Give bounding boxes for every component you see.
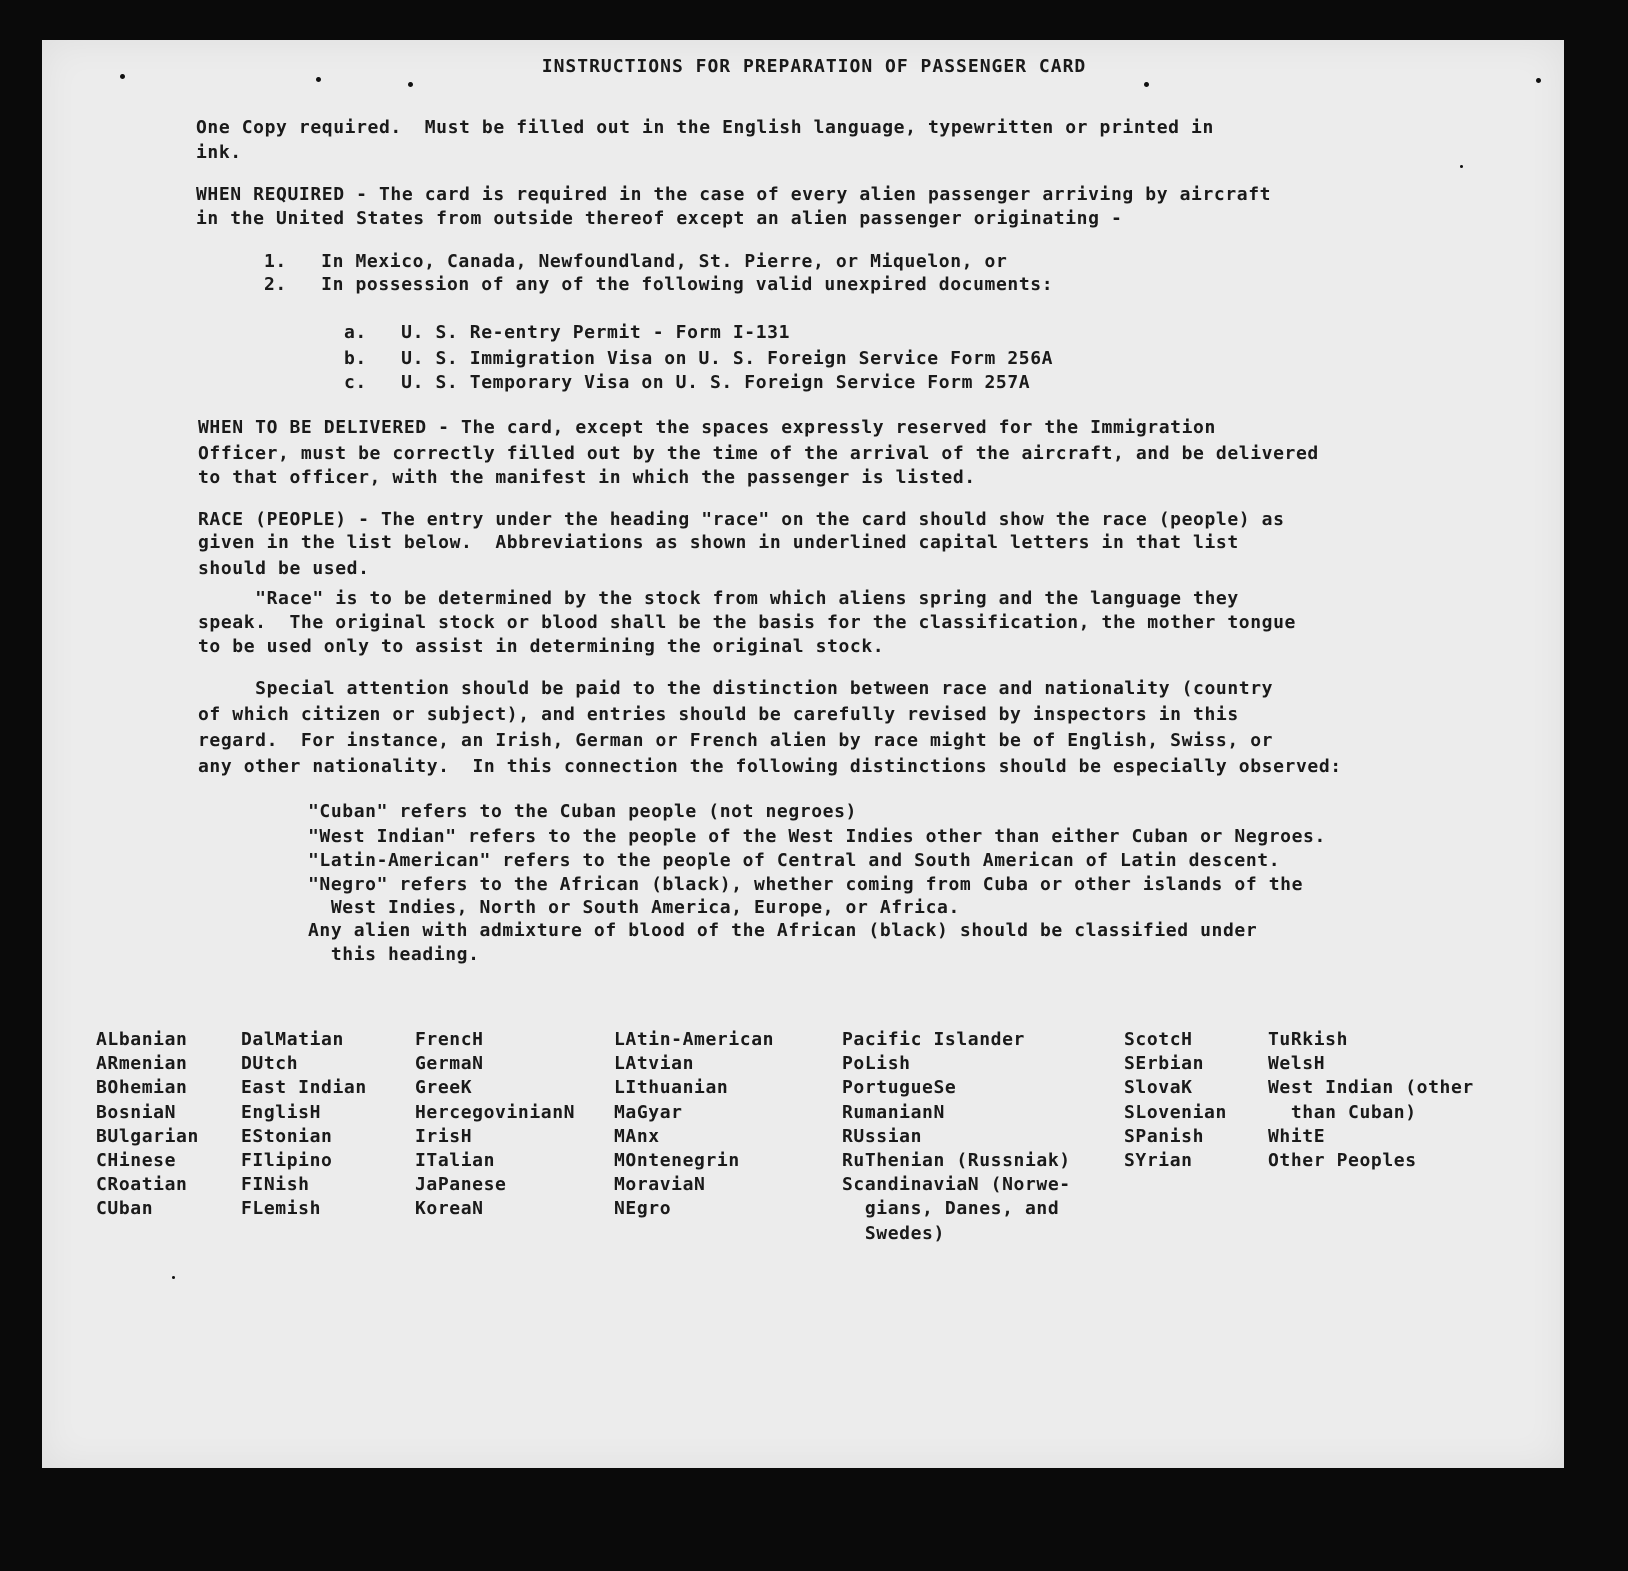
race-entry: BOhemian xyxy=(96,1077,188,1099)
race-people-line: given in the list below. Abbreviations as shown in underlined capital letters in that list xyxy=(198,532,1239,553)
race-entry: LIthuanian xyxy=(614,1077,729,1099)
race-entry: KoreaN xyxy=(415,1198,484,1220)
race-entry: FrencH xyxy=(415,1029,484,1050)
race-entry: FLemish xyxy=(241,1198,322,1220)
document-item: b. U. S. Immigration Visa on U. S. Foreign Service Form 256A xyxy=(344,348,1054,369)
special-attention-line: of which citizen or subject), and entries should be carefully revised by inspectors in this xyxy=(198,704,1239,725)
race-entry: WhitE xyxy=(1268,1125,1326,1147)
race-people-line: should be used. xyxy=(198,558,370,579)
race-entry: EStonian xyxy=(241,1125,333,1147)
special-attention-line: any other nationality. In this connection the following distinctions should be especially observed: xyxy=(198,756,1342,777)
race-entry: MaGyar xyxy=(614,1101,683,1123)
race-defined-line: "Race" is to be determined by the stock from which aliens spring and the language they xyxy=(198,588,1239,609)
race-list-column xyxy=(1268,1028,1474,1173)
race-entry: BUlgarian xyxy=(96,1125,199,1147)
race-entry: ARmenian xyxy=(96,1053,188,1075)
speck-mark xyxy=(1144,82,1149,87)
document-item: a. U. S. Re-entry Permit - Form I-131 xyxy=(344,322,791,343)
race-entry: SPanish xyxy=(1124,1125,1205,1147)
race-entry: ScandinaviaN (Norwe- xyxy=(842,1174,1071,1196)
race-entry: SLovenian xyxy=(1124,1101,1227,1123)
distinction-line: "West Indian" refers to the people of the West Indies other than either Cuban or Negroes. xyxy=(308,826,1326,847)
race-entry: GermaN xyxy=(415,1053,484,1075)
race-entry: RuThenian (Russniak) xyxy=(842,1150,1071,1172)
race-entry: SErbian xyxy=(1124,1053,1205,1075)
race-entry: PoLish xyxy=(842,1053,911,1075)
race-entry: PortugueSe xyxy=(842,1077,957,1099)
race-entry: NEgro xyxy=(614,1198,672,1220)
when-delivered-line: to that officer, with the manifest in which the passenger is listed. xyxy=(198,467,976,488)
distinction-line: Any alien with admixture of blood of the African (black) should be classified under xyxy=(308,920,1258,941)
race-list-column xyxy=(96,1028,199,1222)
race-defined-line: to be used only to assist in determining the original stock. xyxy=(198,636,885,657)
race-entry: FINish xyxy=(241,1174,310,1196)
race-entry: CUban xyxy=(96,1198,154,1220)
race-entry: MoraviaN xyxy=(614,1174,706,1196)
race-entry: RUssian xyxy=(842,1125,923,1147)
race-entry: ScotcH xyxy=(1124,1029,1193,1050)
speck-mark xyxy=(1536,78,1541,83)
race-entry: JaPanese xyxy=(415,1174,507,1196)
race-entry: Swedes) xyxy=(842,1222,945,1244)
race-list-column xyxy=(614,1028,774,1222)
race-entry: RumanianN xyxy=(842,1101,945,1123)
race-entry: EnglisH xyxy=(241,1101,322,1123)
race-entry: SYrian xyxy=(1124,1150,1193,1172)
distinction-line: West Indies, North or South America, Europe, or Africa. xyxy=(308,897,960,918)
race-entry: SlovaK xyxy=(1124,1077,1193,1099)
race-list-column xyxy=(241,1028,367,1222)
race-entry: than Cuban) xyxy=(1268,1101,1417,1123)
race-entry: HercegovinianN xyxy=(415,1101,576,1123)
race-entry: East Indian xyxy=(241,1077,367,1099)
page-title: INSTRUCTIONS FOR PREPARATION OF PASSENGER CARD xyxy=(541,56,1087,77)
origin-item: 1. In Mexico, Canada, Newfoundland, St. Pierre, or Miquelon, or xyxy=(264,251,1008,272)
race-entry: CHinese xyxy=(96,1150,177,1172)
speck-mark xyxy=(408,82,413,87)
race-entry: BosniaN xyxy=(96,1101,177,1123)
when-delivered-line: WHEN TO BE DELIVERED - The card, except the spaces expressly reserved for the Immigration xyxy=(198,417,1216,438)
when-required-line: in the United States from outside thereof except an alien passenger originating - xyxy=(196,208,1123,229)
race-defined-line: speak. The original stock or blood shall be the basis for the classification, the mother tongue xyxy=(198,612,1296,633)
distinction-line: "Cuban" refers to the Cuban people (not negroes) xyxy=(308,801,857,822)
intro-line: One Copy required. Must be filled out in the English language, typewritten or printed in xyxy=(196,117,1214,138)
race-people-line: RACE (PEOPLE) - The entry under the heading "race" on the card should show the race (people) as xyxy=(198,509,1285,530)
race-entry: FIlipino xyxy=(241,1150,333,1172)
distinction-line: "Negro" refers to the African (black), whether coming from Cuba or other islands of the xyxy=(308,874,1304,895)
race-entry: Other Peoples xyxy=(1268,1150,1417,1172)
race-entry: MOntenegrin xyxy=(614,1150,740,1172)
special-attention-line: regard. For instance, an Irish, German or French alien by race might be of English, Swiss, or xyxy=(198,730,1274,751)
race-entry: DalMatian xyxy=(241,1029,344,1050)
when-required-line: WHEN REQUIRED - The card is required in the case of every alien passenger arriving by aircraft xyxy=(196,184,1272,205)
race-entry: TuRkish xyxy=(1268,1029,1349,1050)
race-entry: gians, Danes, and xyxy=(842,1198,1060,1220)
race-entry: LAtin-American xyxy=(614,1029,775,1050)
when-delivered-line: Officer, must be correctly filled out by the time of the arrival of the aircraft, and be delivered xyxy=(198,443,1319,464)
race-entry: MAnx xyxy=(614,1125,660,1147)
speck-mark xyxy=(1460,165,1463,168)
race-entry: ITalian xyxy=(415,1150,496,1172)
document-item: c. U. S. Temporary Visa on U. S. Foreign Service Form 257A xyxy=(344,372,1031,393)
intro-line: ink. xyxy=(196,142,242,163)
special-attention-line: Special attention should be paid to the distinction between race and nationality (country xyxy=(198,678,1274,699)
race-entry: ALbanian xyxy=(96,1029,188,1050)
race-list-column xyxy=(415,1028,575,1222)
race-entry: IrisH xyxy=(415,1125,473,1147)
race-entry: DUtch xyxy=(241,1053,299,1075)
race-entry: WelsH xyxy=(1268,1053,1326,1075)
distinction-line: this heading. xyxy=(308,944,480,965)
distinction-line: "Latin-American" refers to the people of Central and South American of Latin descent. xyxy=(308,850,1281,871)
race-entry: LAtvian xyxy=(614,1053,695,1075)
race-entry: CRoatian xyxy=(96,1174,188,1196)
race-entry: GreeK xyxy=(415,1077,473,1099)
speck-mark xyxy=(172,1276,175,1279)
race-entry: West Indian (other xyxy=(1268,1077,1474,1099)
race-entry: Pacific Islander xyxy=(842,1029,1025,1050)
origin-item: 2. In possession of any of the following valid unexpired documents: xyxy=(264,274,1054,295)
race-list-column xyxy=(1124,1028,1227,1173)
race-list-column xyxy=(842,1028,1071,1246)
speck-mark xyxy=(316,77,321,82)
